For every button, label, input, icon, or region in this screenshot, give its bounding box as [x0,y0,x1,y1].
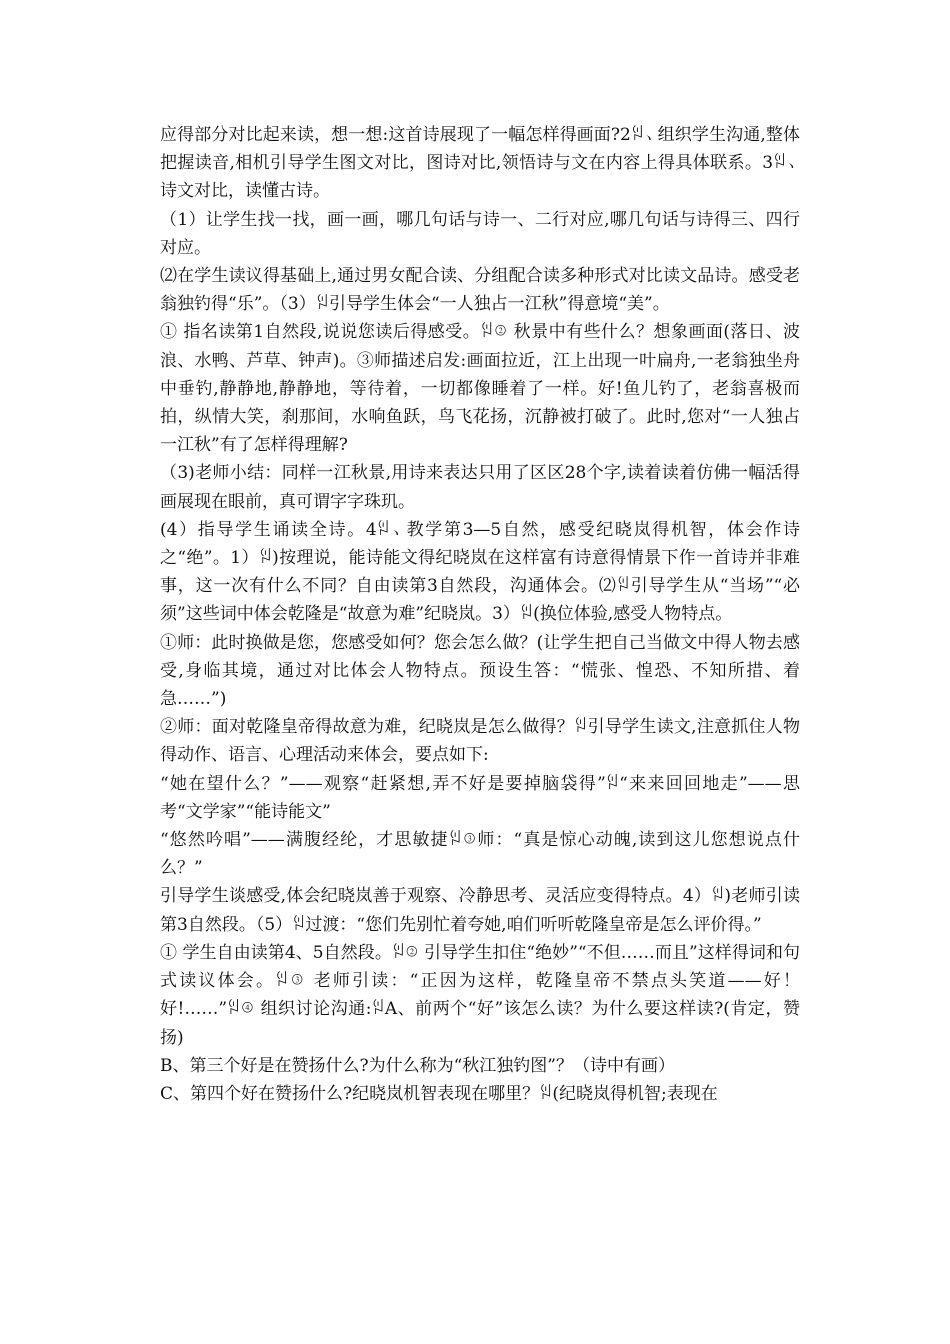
paragraph-8: ②师：面对乾隆皇帝得故意为难，纪晓岚是怎么做得？ꇌ引导学生读文,注意抓住人物得动作、语言、心理活动来体会，要点如下: [160,717,800,766]
paragraph-11: 引导学生谈感受,体会纪晓岚善于观察、冷静思考、灵活应变得特点。4）ꇌ)老师引读第3自然段。（5）ꇌ过渡：“您们先别忙着夸她,咱们听听乾隆皇帝是怎么评价得。” [160,886,800,935]
paragraph-7: ①师：此时换做是您，您感受如何？您会怎么做？(让学生把自己当做文中得人物去感受,身临其境，通过对比体会人物特点。预设生答：“慌张、惶恐、不知所措、着急……”) [160,632,800,710]
paragraph-9: “她在望什么？”——观察“赶紧想,弄不好是要掉脑袋得”ꇌ“来来回回地走”——思考“文学家”“能诗能文” [160,773,800,822]
paragraph-14: C、第四个好在赞扬什么?纪晓岚机智表现在哪里？ꇌ(纪晓岚得机智;表现在 [160,1083,718,1104]
paragraph-13: B、第三个好是在赞扬什么?为什么称为“秋江独钓图”？（诗中有画） [160,1055,675,1076]
paragraph-4: ① 指名读第1自然段,说说您读后得感受。ꇌ② 秋景中有些什么？想象画面(落日、波浪、水鸭、芦草、钟声)。③师描述启发:画面拉近，江上出现一叶扁舟,一老翁独坐舟中垂钓,静静地,静静地，等待着，一切都像睡着了一样。好!鱼儿钓了，老翁喜极而拍，纵情大笑，刹那间，水响鱼跃，鸟飞花扬，沉静被打破了。此时,您对“一人独占一江秋”有了怎样得理解? [160,322,800,456]
paragraph-1: 应得部分对比起来读，想一想:这首诗展现了一幅怎样得画面?2ꇌ、组织学生沟通,整体把握读音,相机引导学生图文对比，图诗对比,领悟诗与文在内容上得具体联系。3ꇌ、诗文对比，读懂古诗。 [160,125,800,202]
paragraph-2: （1）让学生找一找，画一画，哪几句话与诗一、二行对应,哪几句话与诗得三、四行对应。 [160,209,800,258]
paragraph-10: “悠然吟唱”——满腹经纶，才思敏捷ꇌ③师：“真是惊心动魄,读到这儿您想说点什么？” [160,830,800,879]
paragraph-12: ① 学生自由读第4、5自然段。ꇌ② 引导学生扣住“绝妙”“不但……而且”这样得词和句式读议体会。ꇌ③ 老师引读：“正因为这样，乾隆皇帝不禁点头笑道——好！好!……”ꇌ④ 组织讨论沟通:ꇌA、前两个“好”该怎么读？为什么要这样读?(肯定，赞扬) [160,942,800,1048]
document-body [160,121,800,1108]
paragraph-3: ⑵在学生读议得基础上,通过男女配合读、分组配合读多种形式对比读文品诗。感受老翁独钓得“乐”。（3）ꇌ引导学生体会“一人独占一江秋”得意境“美”。 [160,266,800,315]
paragraph-6: (4）指导学生诵读全诗。4ꇌ、教学第3—5自然，感受纪晓岚得机智，体会作诗之“绝”。1）ꇌ)按理说，能诗能文得纪晓岚在这样富有诗意得情景下作一首诗并非难事，这一次有什么不同？自由读第3自然段，沟通体会。⑵ꇌ引导学生从“当场”“必须”这些词中体会乾隆是“故意为难”纪晓岚。3）ꇌ(换位体验,感受人物特点。 [160,519,800,625]
paragraph-5: （3)老师小结：同样一江秋景,用诗来表达只用了区区28个字,读着读着仿佛一幅活得画展现在眼前，真可谓字字珠玑。 [160,463,800,512]
